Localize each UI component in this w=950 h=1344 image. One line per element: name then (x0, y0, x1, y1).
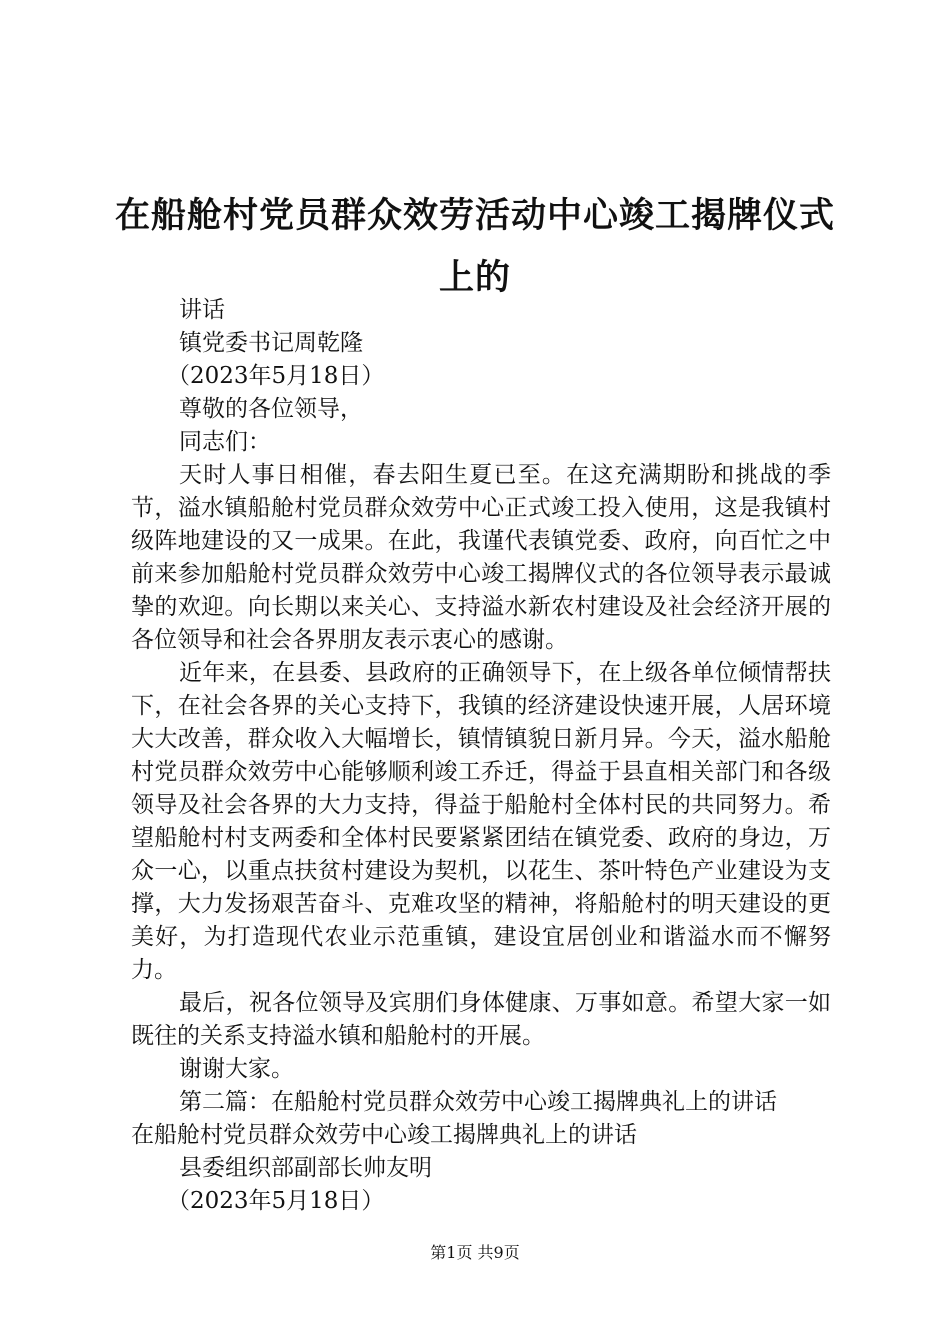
paragraph-opening: 天时人事日相催，春去阳生夏已至。在这充满期盼和挑战的季节，溢水镇船舱村党员群众效劳中心正式竣工投入使用，这是我镇村级阵地建设的又一成果。在此，我谨代表镇党委、政府，向百忙之中前来参加船舱村党员群众效劳中心竣工揭牌仪式的各位领导表示最诚挚的欢迎。向长期以来关心、支持溢水新农村建设及社会经济开展的各位领导和社会各界朋友表示衷心的感谢。 (131, 462, 831, 653)
paragraph-development: 近年来，在县委、县政府的正确领导下，在上级各单位倾情帮扶下，在社会各界的关心支持下，我镇的经济建设快速开展，人居环境大大改善，群众收入大幅增长，镇情镇貌日新月异。今天，溢水船舱村党员群众效劳中心能够顺利竣工乔迁，得益于县直相关部门和各级领导及社会各界的大力支持，得益于船舱村全体村民的共同努力。希望船舱村村支两委和全体村民要紧紧团结在镇党委、政府的身边，万众一心，以重点扶贫村建设为契机，以花生、茶叶特色产业建设为支撑，大力发扬艰苦奋斗、克难攻坚的精神，将船舱村的明天建设的更美好，为打造现代农业示范重镇，建设宜居创业和谐溢水而不懈努力。 (131, 660, 831, 983)
page-footer: 第1页 共9页 (430, 1243, 520, 1262)
second-date-line: （2023年5月18日） (167, 1188, 385, 1214)
paragraph-closing-wishes: 最后，祝各位领导及宾朋们身体健康、万事如意。希望大家一如既往的关系支持溢水镇和船舱村的开展。 (131, 990, 831, 1049)
second-article-heading: 第二篇：在船舱村党员群众效劳中心竣工揭牌典礼上的讲话 (179, 1089, 777, 1115)
salutation-leaders: 尊敬的各位领导， (179, 396, 363, 422)
speaker-line: 镇党委书记周乾隆 (179, 330, 363, 356)
second-speaker-line: 县委组织部副部长帅友明 (179, 1155, 432, 1181)
date-line: （2023年5月18日） (167, 363, 385, 389)
second-article-title: 在船舱村党员群众效劳中心竣工揭牌典礼上的讲话 (131, 1122, 637, 1148)
document-title-line-1: 在船舱村党员群众效劳活动中心竣工揭牌仪式 (114, 196, 835, 236)
document-title-line-2: 上的 (438, 258, 511, 298)
speech-label: 讲话 (179, 297, 225, 323)
paragraph-thanks: 谢谢大家。 (179, 1056, 294, 1082)
salutation-comrades: 同志们： (179, 429, 271, 455)
document-body (131, 294, 831, 1218)
